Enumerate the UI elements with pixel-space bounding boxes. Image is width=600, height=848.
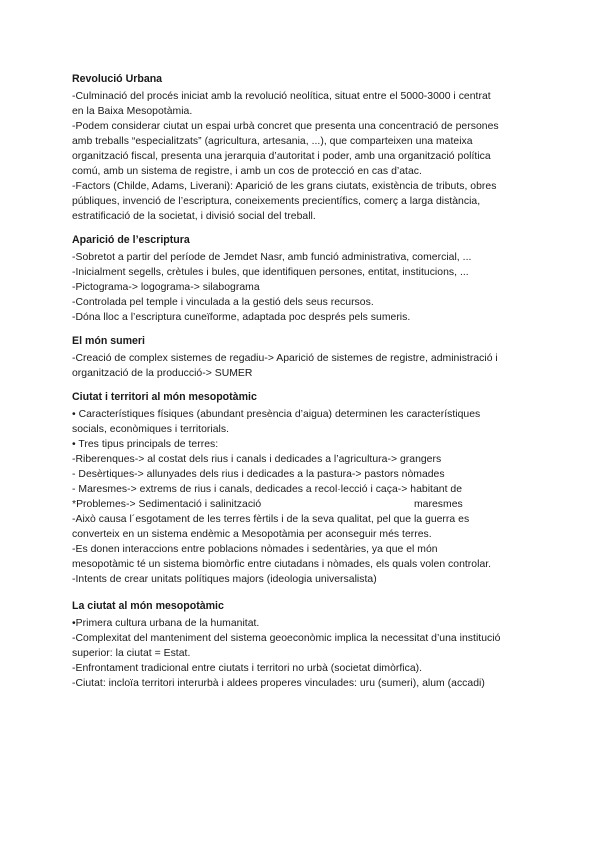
text-line: amb treballs “especialitzats” (agricultura, artesania, ...), que comparteixen una mateixa xyxy=(72,136,473,147)
section-heading: El món sumeri xyxy=(72,335,145,347)
text-line: organització de la producció-> SUMER xyxy=(72,368,253,379)
text-line: superior: la ciutat = Estat. xyxy=(72,648,191,659)
text-line: -Podem considerar ciutat un espai urbà concret que presenta una concentració de persones xyxy=(72,121,499,132)
section-ciutat-territori xyxy=(72,390,532,587)
section-heading: Aparició de l’escriptura xyxy=(72,234,190,246)
text-line: -Intents de crear unitats polítiques majors (ideologia universalista) xyxy=(72,574,377,585)
text-line: públiques, invenció de l’escriptura, coneixements precientífics, comerç a larga distància, xyxy=(72,196,481,207)
text-line: - Maresmes-> extrems de rius i canals, dedicades a recol·lecció i caça-> habitant de xyxy=(72,484,463,495)
text-line: - Desèrtiques-> allunyades dels rius i dedicades a la pastura-> pastors nòmades xyxy=(72,469,445,480)
text-line: -Això causa l´esgotament de les terres fèrtils i de la seva qualitat, pel que la guerra es xyxy=(72,514,470,525)
text-line-right: maresmes xyxy=(414,499,463,510)
text-line: comú, amb un sistema de registre, i amb un cos de protecció en cas d’atac. xyxy=(72,166,422,177)
section-heading: Revolució Urbana xyxy=(72,73,163,85)
text-line: -Culminació del procés iniciat amb la revolució neolítica, situat entre el 5000-3000 i centrat xyxy=(72,91,491,102)
text-line: -Factors (Childe, Adams, Liverani): Aparició de les grans ciutats, existència de tributs, obres xyxy=(72,181,497,192)
text-line xyxy=(72,497,532,512)
text-line: •Primera cultura urbana de la humanitat. xyxy=(72,618,260,629)
text-line: • Característiques físiques (abundant presència d’aigua) determinen les característiques xyxy=(72,409,481,420)
text-line-left: *Problemes-> Sedimentació i salinització xyxy=(72,499,262,510)
section-revolucio-urbana xyxy=(72,72,532,224)
section-ciutat-mon-mesopotamic xyxy=(72,599,532,691)
text-line: organització fiscal, presenta una jerarquia d’autoritat i poder, amb una organització política xyxy=(72,151,491,162)
text-line: -Controlada pel temple i vinculada a la gestió dels seus recursos. xyxy=(72,297,374,308)
text-line: -Enfrontament tradicional entre ciutats i territori no urbà (societat dimòrfica). xyxy=(72,663,423,674)
text-line: -Es donen interaccions entre poblacions nòmades i sedentàries, ya que el món xyxy=(72,544,438,555)
text-line: estratificació de la societat, i divisió social del treball. xyxy=(72,211,316,222)
text-line: converteix en un sistema endèmic a Mesopotàmia per aconseguir més terres. xyxy=(72,529,432,540)
section-heading: Ciutat i territori al món mesopotàmic xyxy=(72,391,257,403)
section-heading: La ciutat al món mesopotàmic xyxy=(72,600,224,612)
text-line: -Dóna lloc a l’escriptura cuneïforme, adaptada poc després pels sumeris. xyxy=(72,312,411,323)
text-line: mesopotàmic té un sistema biomòrfic entre ciutadans i nòmades, els quals volen controlar. xyxy=(72,559,492,570)
text-line: -Riberenques-> al costat dels rius i canals i dedicades a l’agricultura-> grangers xyxy=(72,454,442,465)
text-line: -Sobretot a partir del període de Jemdet Nasr, amb funció administrativa, comercial, ... xyxy=(72,252,472,263)
text-line: en la Baixa Mesopotàmia. xyxy=(72,106,193,117)
text-line: -Creació de complex sistemes de regadiu-> Aparició de sistemes de registre, administració i xyxy=(72,353,498,364)
text-line: -Complexitat del manteniment del sistema geoeconòmic implica la necessitat d’una institució xyxy=(72,633,501,644)
text-line: socials, econòmiques i territorials. xyxy=(72,424,230,435)
text-line: -Inicialment segells, crètules i bules, que identifiquen persones, entitat, institucions, ... xyxy=(72,267,469,278)
text-line: -Ciutat: incloïa territori interurbà i aldees properes vinculades: uru (sumeri), alum (accadi) xyxy=(72,678,485,689)
text-line: -Pictograma-> logograma-> silabograma xyxy=(72,282,260,293)
section-aparicio-escriptura xyxy=(72,233,532,325)
text-line: • Tres tipus principals de terres: xyxy=(72,439,219,450)
section-mon-sumeri xyxy=(72,334,532,381)
